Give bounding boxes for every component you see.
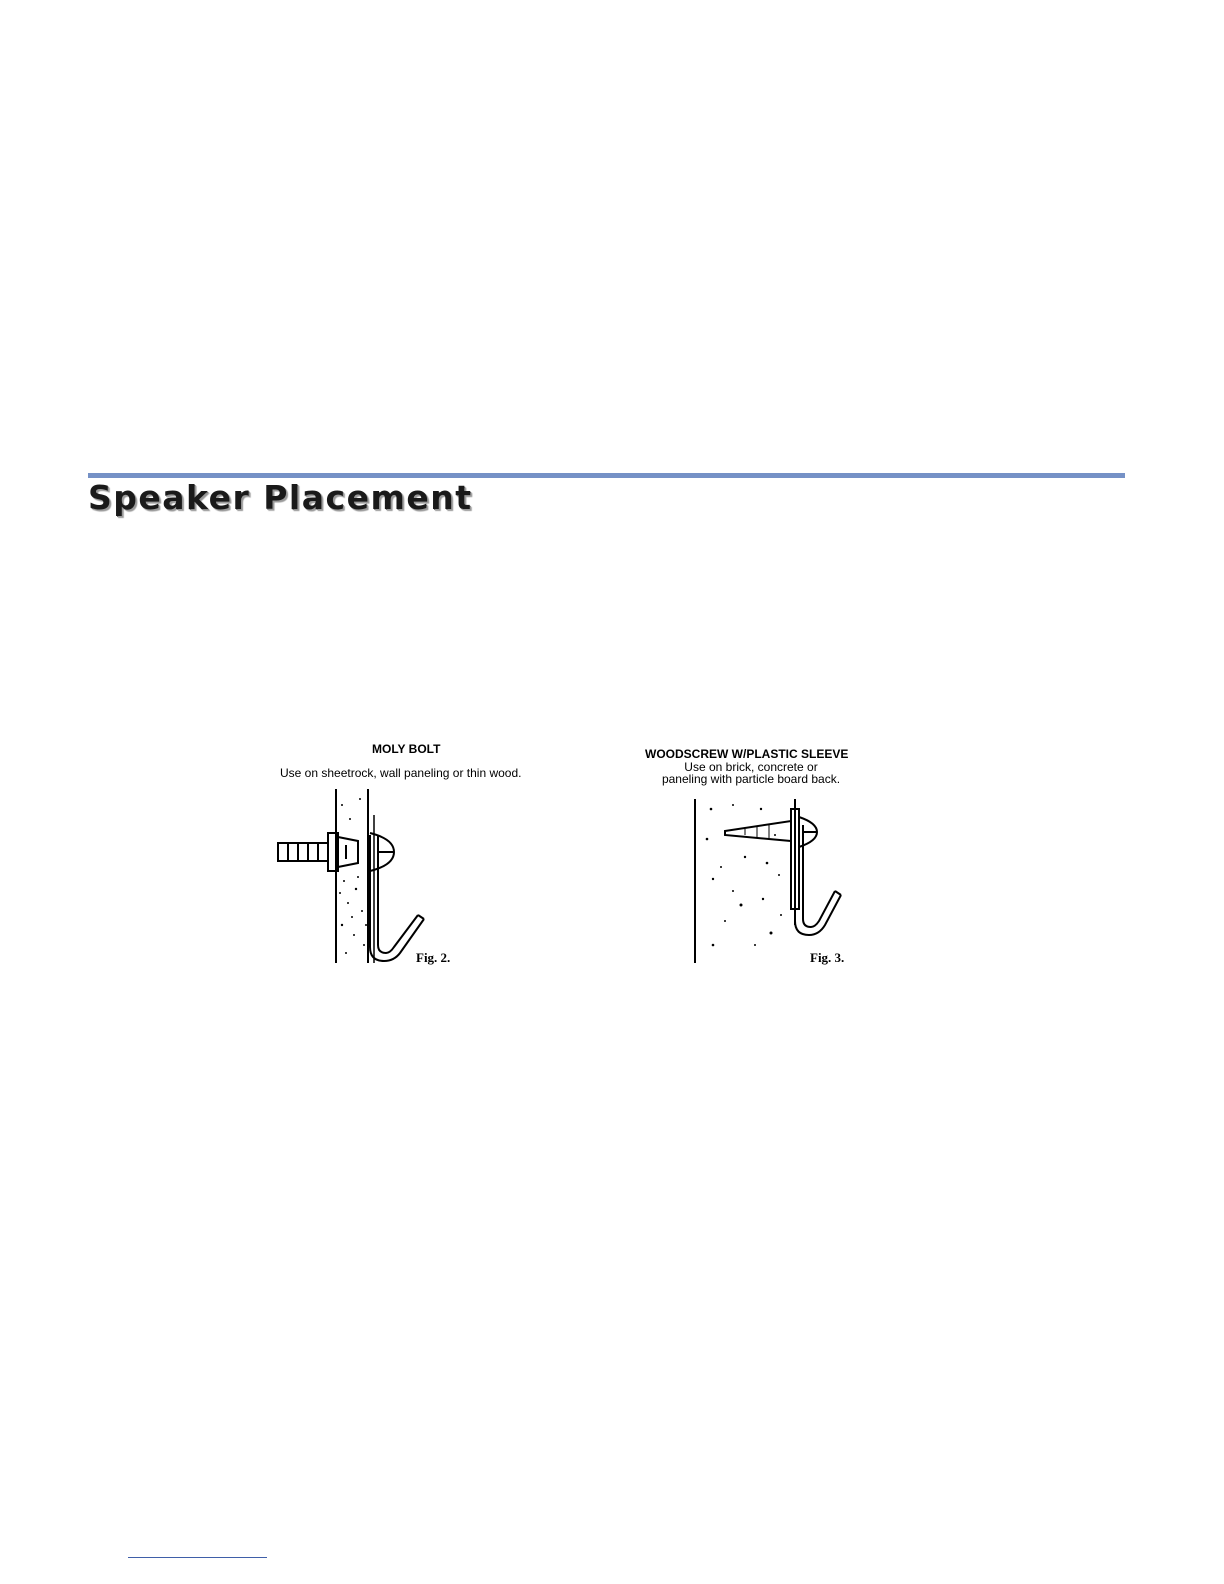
figure-caption: Fig. 3. (810, 950, 845, 965)
figure-description (656, 761, 846, 785)
woodscrew-illustration (685, 795, 860, 967)
footnote-separator (128, 1557, 267, 1558)
figure-heading: WOODSCREW W/PLASTIC SLEEVE (645, 747, 849, 761)
description-line: paneling with particle board back. (661, 772, 841, 786)
description-line: Use on brick, concrete or (684, 760, 818, 774)
figure-heading: MOLY BOLT (372, 742, 441, 756)
moly-bolt-illustration (270, 785, 470, 967)
figure-caption: Fig. 2. (416, 950, 451, 965)
section-title: Speaker Placement (88, 478, 473, 517)
figure-description: Use on sheetrock, wall paneling or thin wood. (280, 766, 522, 780)
